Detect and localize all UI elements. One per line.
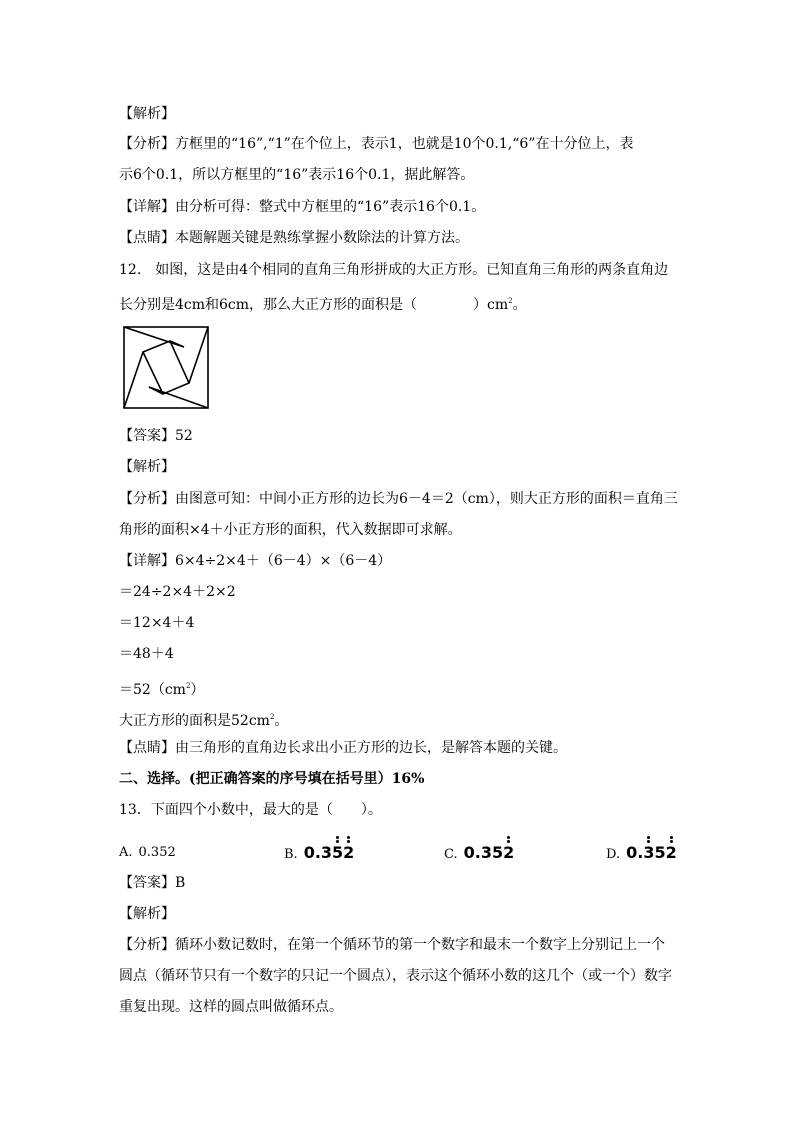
q13-option-b [284,843,354,862]
q12-conclusion [119,707,288,731]
q12-step-2: ＝12×4＋4 [119,615,195,631]
section-2-heading: 二、选择。(把正确答案的序号填在括号里）16% [119,771,425,787]
q12-conclusion-exponent: 2 [269,713,275,721]
q13-option-c-value: 0.352 [463,843,515,862]
q12-stem-line-1: 12. 如图，这是由4个相同的直角三角形拼成的大正方形。已知直角三角形的两条直角边 [119,262,669,278]
q12-step-1: ＝24÷2×4＋2×2 [119,584,236,600]
q12-xiangjie: 【详解】6×4÷2×4＋（6－4）×（6－4） [119,553,392,569]
q12-step-4 [119,676,204,700]
q13-fenxi-line-3: 重复出现。这样的圆点叫做循环点。 [119,999,343,1015]
prev-xiangjie: 【详解】由分析可得：整式中方框里的“16”表示16个0.1。 [119,199,486,215]
q12-step-4-end: ） [190,682,205,698]
prev-fenxi-line-2: 示6个0.1，所以方框里的“16”表示16个0.1，据此解答。 [119,167,475,183]
q13-option-a-value: 0.352 [138,845,176,860]
q13-answer: 【答案】B [119,875,186,891]
q12-answer: 【答案】52 [119,428,193,444]
q12-unit-exponent: 2 [508,297,513,305]
q13-option-c [444,843,514,862]
q13-fenxi-line-1: 【分析】循环小数记数时，在第一个循环节的第一个数字和最末一个数字上分别记上一个 [119,937,665,953]
q12-conclusion-text: 大正方形的面积是52cm [119,713,270,729]
prev-dianjing: 【点睛】本题解题关键是熟练掌握小数除法的计算方法。 [119,230,469,246]
q12-stem-end: 。 [512,297,527,313]
q12-conclusion-end: 。 [274,713,289,729]
prev-jiexi: 【解析】 [119,106,175,122]
q13-jiexi: 【解析】 [119,906,175,922]
prev-fenxi-line-1: 【分析】方框里的“16”,“1”在个位上，表示1，也就是10个0.1,“6”在十分位上，表 [119,136,634,152]
q12-stem-line-2 [119,291,527,315]
q13-option-b-label: B. [284,847,298,862]
q13-option-a-label: A. [119,845,133,860]
q12-fenxi-line-1: 【分析】由图意可知：中间小正方形的边长为6－4＝2（cm），则大正方形的面积＝直角三 [119,491,678,507]
q13-option-d-value: 0.352 [626,843,677,862]
q13-option-a [119,845,176,860]
pinwheel-square-figure [123,326,209,410]
q12-step-4-exponent: 2 [185,682,191,690]
repeat-dot-3: 3 [643,843,655,862]
q12-step-4-text: ＝52（cm [119,682,186,698]
q13-stem: 13．下面四个小数中，最大的是（ ）。 [119,802,382,818]
q12-fenxi-line-2: 角形的面积×4＋小正方形的面积，代入数据即可求解。 [119,522,462,538]
repeat-dot-5: 5 [332,843,344,862]
q12-stem-text: 长分别是4cm和6cm，那么大正方形的面积是（ ）cm [119,297,509,313]
q13-option-b-value: 0.352 [303,843,355,862]
q13-option-d-label: D. [606,847,621,862]
q12-dianjing: 【点睛】由三角形的直角边长求出小正方形的边长，是解答本题的关键。 [119,740,567,756]
repeat-dot-2: 2 [665,843,677,862]
repeat-dot-2: 2 [503,843,515,862]
q12-jiexi: 【解析】 [119,459,175,475]
q13-option-d [606,843,677,862]
q12-step-3: ＝48＋4 [119,646,174,662]
repeat-dot-2: 2 [343,843,355,862]
q13-fenxi-line-2: 圆点（循环节只有一个数字的只记一个圆点），表示这个循环小数的这几个（或一个）数字 [119,968,672,984]
q13-option-c-label: C. [444,847,458,862]
